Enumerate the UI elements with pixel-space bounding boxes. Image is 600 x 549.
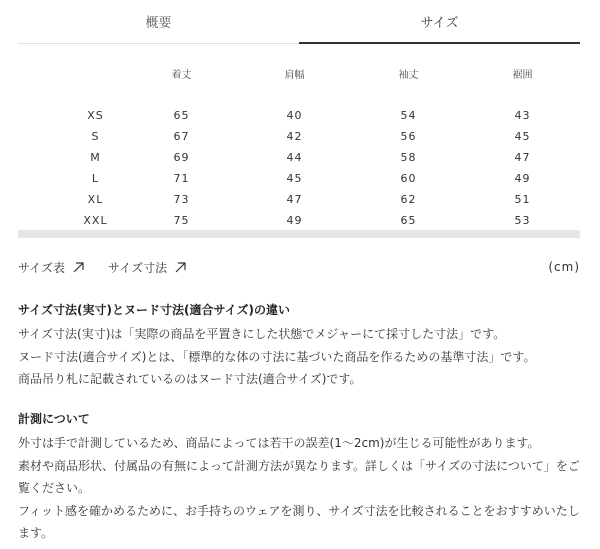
table-cell: 45 xyxy=(286,172,303,185)
table-cell: 47 xyxy=(286,193,303,206)
table-cell: 49 xyxy=(514,172,531,185)
size-links-bar xyxy=(18,258,580,276)
size-label: S xyxy=(91,130,100,143)
table-row xyxy=(18,189,580,210)
size-label: XL xyxy=(87,193,104,206)
size-chart-link[interactable] xyxy=(18,259,84,276)
table-cell: 71 xyxy=(173,172,190,185)
size-label: XS xyxy=(87,109,104,122)
table-row xyxy=(18,126,580,147)
table-cell: 75 xyxy=(173,214,190,227)
table-cell: 43 xyxy=(514,109,531,122)
table-cell: 58 xyxy=(400,151,417,164)
size-difference-section xyxy=(18,301,588,391)
section-title: 計測について xyxy=(18,412,90,426)
table-header-cell: 裾囲 xyxy=(512,69,533,81)
table-cell: 65 xyxy=(173,109,190,122)
table-cell: 56 xyxy=(400,130,417,143)
section-text-line: 外寸は手で計測しているため、商品によっては若干の誤差(1〜2cm)が生じる可能性があります。 xyxy=(18,436,540,450)
section-text-line: フィット感を確かめるために、お手持ちのウェアを測り、サイズ寸法を比較されることをおすすめいたします。 xyxy=(18,503,580,540)
size-label: L xyxy=(91,172,100,185)
table-cell: 62 xyxy=(400,193,417,206)
table-cell: 53 xyxy=(514,214,531,227)
section-text-line: 商品吊り札に記載されているのはヌード寸法(適合サイズ)です。 xyxy=(18,372,362,386)
table-cell: 65 xyxy=(400,214,417,227)
horizontal-scrollbar[interactable] xyxy=(18,230,580,238)
section-text-line: サイズ寸法(実寸)は「実際の商品を平置きにした状態でメジャーにて採寸した寸法」です。 xyxy=(18,327,506,341)
size-label: M xyxy=(90,151,101,164)
table-cell: 47 xyxy=(514,151,531,164)
size-table xyxy=(18,62,580,231)
table-cell: 45 xyxy=(514,130,531,143)
table-cell: 44 xyxy=(286,151,303,164)
table-header-cell: 袖丈 xyxy=(398,69,419,81)
arrow-up-right-icon xyxy=(175,262,186,273)
table-header-cell: 着丈 xyxy=(171,69,192,81)
arrow-up-right-icon xyxy=(73,262,84,273)
tab-overview[interactable]: 概要 xyxy=(145,16,172,31)
size-measure-link-label: サイズ寸法 xyxy=(108,260,168,275)
tab-bar xyxy=(18,0,580,44)
tab-size[interactable]: サイズ xyxy=(299,0,580,43)
table-cell: 67 xyxy=(173,130,190,143)
table-row xyxy=(18,105,580,126)
table-cell: 60 xyxy=(400,172,417,185)
table-cell: 49 xyxy=(286,214,303,227)
size-measure-link[interactable] xyxy=(108,259,186,276)
section-text-line: 素材や商品形状、付属品の有無によって計測方法が異なります。詳しくは「サイズの寸法について」をご覧ください。 xyxy=(18,458,580,495)
section-title: サイズ寸法(実寸)とヌード寸法(適合サイズ)の違い xyxy=(18,303,291,317)
table-row xyxy=(18,210,580,231)
table-cell: 51 xyxy=(514,193,531,206)
size-label: XXL xyxy=(83,214,108,227)
spacer-row xyxy=(18,84,580,105)
table-cell: 54 xyxy=(400,109,417,122)
table-header-cell xyxy=(18,62,126,84)
table-header-row xyxy=(18,62,580,84)
measurement-section xyxy=(18,410,588,545)
table-cell: 40 xyxy=(286,109,303,122)
table-row xyxy=(18,168,580,189)
table-cell: 69 xyxy=(173,151,190,164)
size-chart-link-label: サイズ表 xyxy=(18,260,66,275)
unit-label: (cm) xyxy=(548,260,580,274)
table-cell: 73 xyxy=(173,193,190,206)
table-cell: 42 xyxy=(286,130,303,143)
table-header-cell: 肩幅 xyxy=(284,69,305,81)
section-text-line: ヌード寸法(適合サイズ)とは、「標準的な体の寸法に基づいた商品を作るための基準寸法」です。 xyxy=(18,349,536,364)
table-row xyxy=(18,147,580,168)
